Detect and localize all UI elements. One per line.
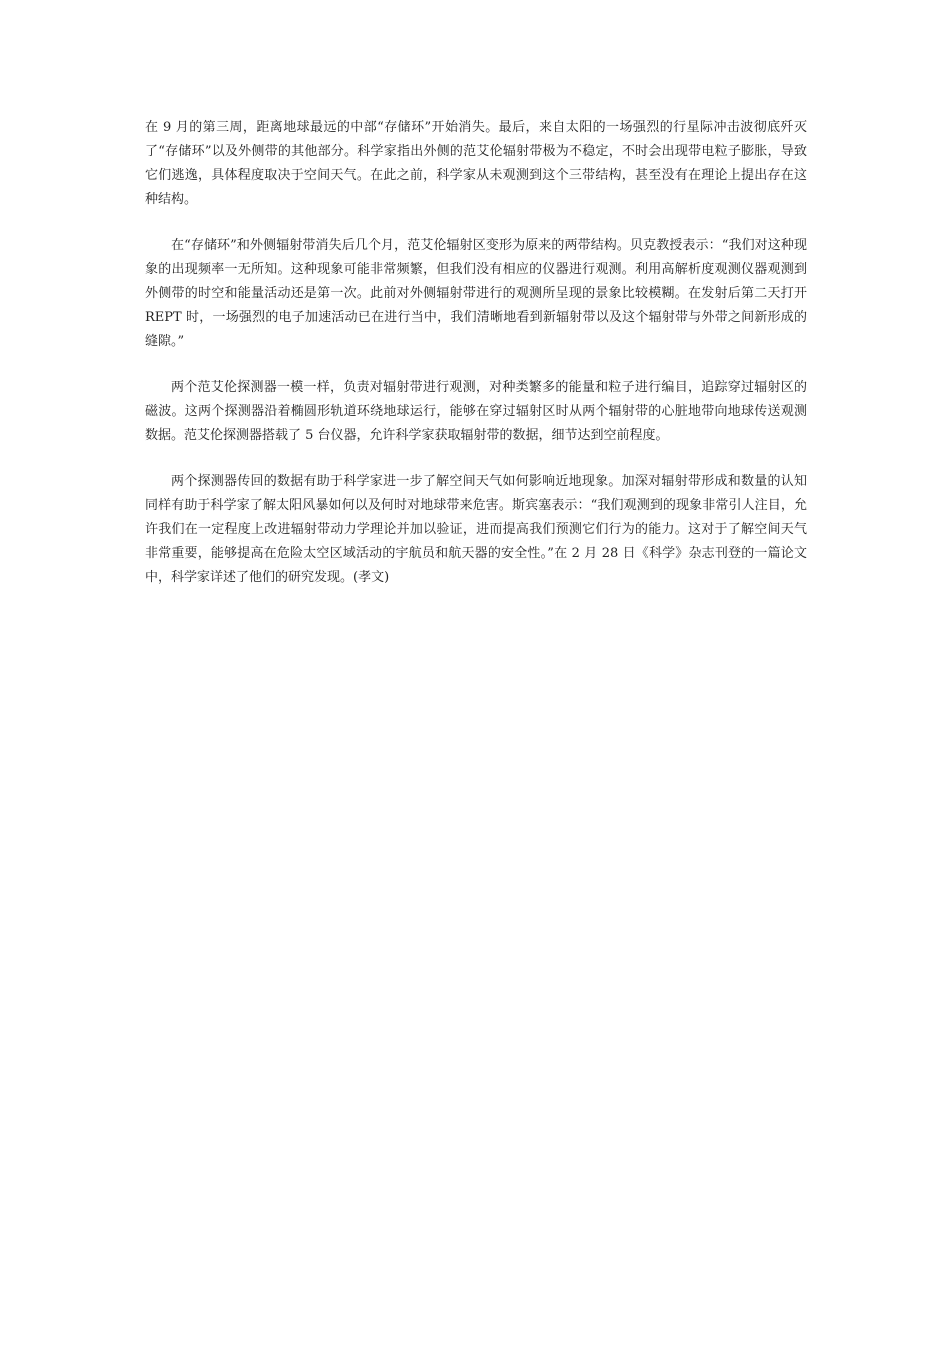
article-paragraph-3: 两个范艾伦探测器一模一样，负责对辐射带进行观测，对种类繁多的能量和粒子进行编目，追踪穿过辐射区的磁波。这两个探测器沿着椭圆形轨道环绕地球运行，能够在穿过辐射区时从两个辐射带的心脏地带向地球传送观测数据。范艾伦探测器搭载了 5 台仪器，允许科学家获取辐射带的数据，细节达到空前程度。 xyxy=(145,380,807,443)
article-paragraph-1: 在 9 月的第三周，距离地球最远的中部“存储环”开始消失。最后，来自太阳的一场强烈的行星际冲击波彻底歼灭了“存储环”以及外侧带的其他部分。科学家指出外侧的范艾伦辐射带极为不稳定，不时会出现带电粒子膨胀，导致它们逃逸，具体程度取决于空间天气。在此之前，科学家从未观测到这个三带结构，甚至没有在理论上提出存在这种结构。 xyxy=(145,120,807,207)
article-body xyxy=(145,116,807,612)
article-paragraph-4: 两个探测器传回的数据有助于科学家进一步了解空间天气如何影响近地现象。加深对辐射带形成和数量的认知同样有助于科学家了解太阳风暴如何以及何时对地球带来危害。斯宾塞表示：“我们观测到的现象非常引人注目，允许我们在一定程度上改进辐射带动力学理论并加以验证，进而提高我们预测它们行为的能力。这对于了解空间天气非常重要，能够提高在危险太空区域活动的宇航员和航天器的安全性。”在 2 月 28 日《科学》杂志刊登的一篇论文中，科学家详述了他们的研究发现。(孝文) xyxy=(145,474,807,585)
article-paragraph-2: 在“存储环”和外侧辐射带消失后几个月，范艾伦辐射区变形为原来的两带结构。贝克教授表示：“我们对这种现象的出现频率一无所知。这种现象可能非常频繁，但我们没有相应的仪器进行观测。利用高解析度观测仪器观测到外侧带的时空和能量活动还是第一次。此前对外侧辐射带进行的观测所呈现的景象比较模糊。在发射后第二天打开 REPT 时，一场强烈的电子加速活动已在进行当中，我们清晰地看到新辐射带以及这个辐射带与外带之间新形成的缝隙。” xyxy=(145,238,807,349)
